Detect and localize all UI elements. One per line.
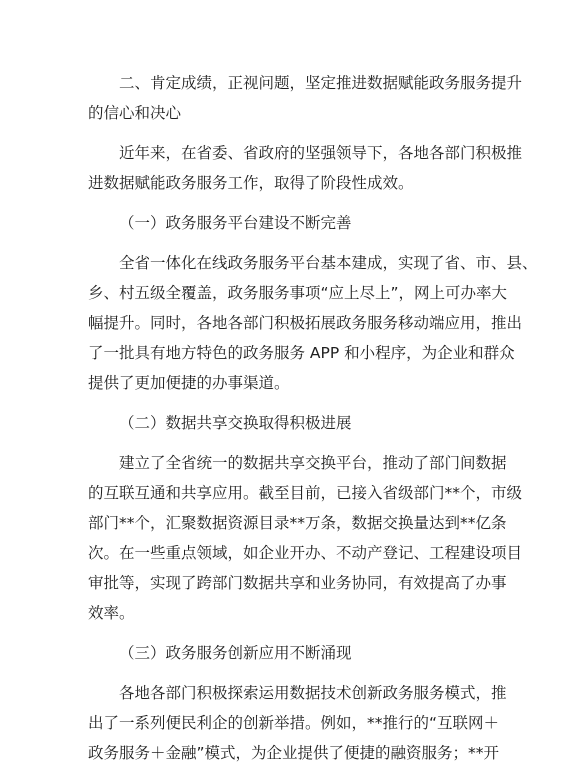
subsection-1-line-3: 幅提升。同时，各地各部门积极拓展政务服务移动端应用，推出 (88, 314, 523, 332)
subsection-3-heading: （三）政务服务创新应用不断涌现 (119, 644, 352, 662)
subsection-1-heading: （一）政务服务平台建设不断完善 (119, 214, 352, 232)
intro-line-2: 进数据赋能政务服务工作，取得了阶段性成效。 (88, 174, 414, 192)
subsection-2-line-2: 的互联互通和共享应用。截至目前，已接入省级部门**个，市级 (88, 484, 523, 502)
subsection-1-paragraph (88, 248, 538, 398)
intro-paragraph (88, 138, 523, 198)
subsection-1-line-2: 乡、村五级全覆盖，政务服务事项“应上尽上”，网上可办率大 (88, 284, 508, 302)
section-title-line-1: 二、肯定成绩，正视问题，坚定推进数据赋能政务服务提升 (119, 74, 523, 92)
subsection-1-line-1: 全省一体化在线政务服务平台基本建成，实现了省、市、县、 (119, 254, 538, 272)
subsection-3-line-1: 各地各部门积极探索运用数据技术创新政务服务模式，推 (119, 684, 507, 702)
section-title-line-2: 的信心和决心 (88, 104, 182, 122)
subsection-3-line-3: 政务服务＋金融”模式，为企业提供了便捷的融资服务；**开 (88, 744, 500, 762)
subsection-3-paragraph (88, 678, 507, 768)
subsection-2-line-1: 建立了全省统一的数据共享交换平台，推动了部门间数据 (119, 454, 507, 472)
subsection-2-line-6: 效率。 (88, 604, 135, 622)
subsection-2-heading: （二）数据共享交换取得积极进展 (119, 414, 352, 432)
subsection-2-paragraph (88, 448, 523, 628)
subsection-2-line-4: 次。在一些重点领域，如企业开办、不动产登记、工程建设项目 (88, 544, 523, 562)
subsection-2-line-3: 部门**个，汇聚数据资源目录**万条，数据交换量达到**亿条 (88, 514, 507, 532)
subsection-2-line-5: 审批等，实现了跨部门数据共享和业务协同，有效提高了办事 (88, 574, 507, 592)
subsection-1-line-5: 提供了更加便捷的办事渠道。 (88, 374, 290, 392)
subsection-3-line-2: 出了一系列便民利企的创新举措。例如，**推行的“互联网＋ (88, 714, 500, 732)
section-title (88, 68, 523, 128)
subsection-1-line-4: 了一批具有地方特色的政务服务 APP 和小程序，为企业和群众 (88, 344, 515, 362)
intro-line-1: 近年来，在省委、省政府的坚强领导下，各地各部门积极推 (119, 144, 523, 162)
document-page (88, 68, 538, 778)
